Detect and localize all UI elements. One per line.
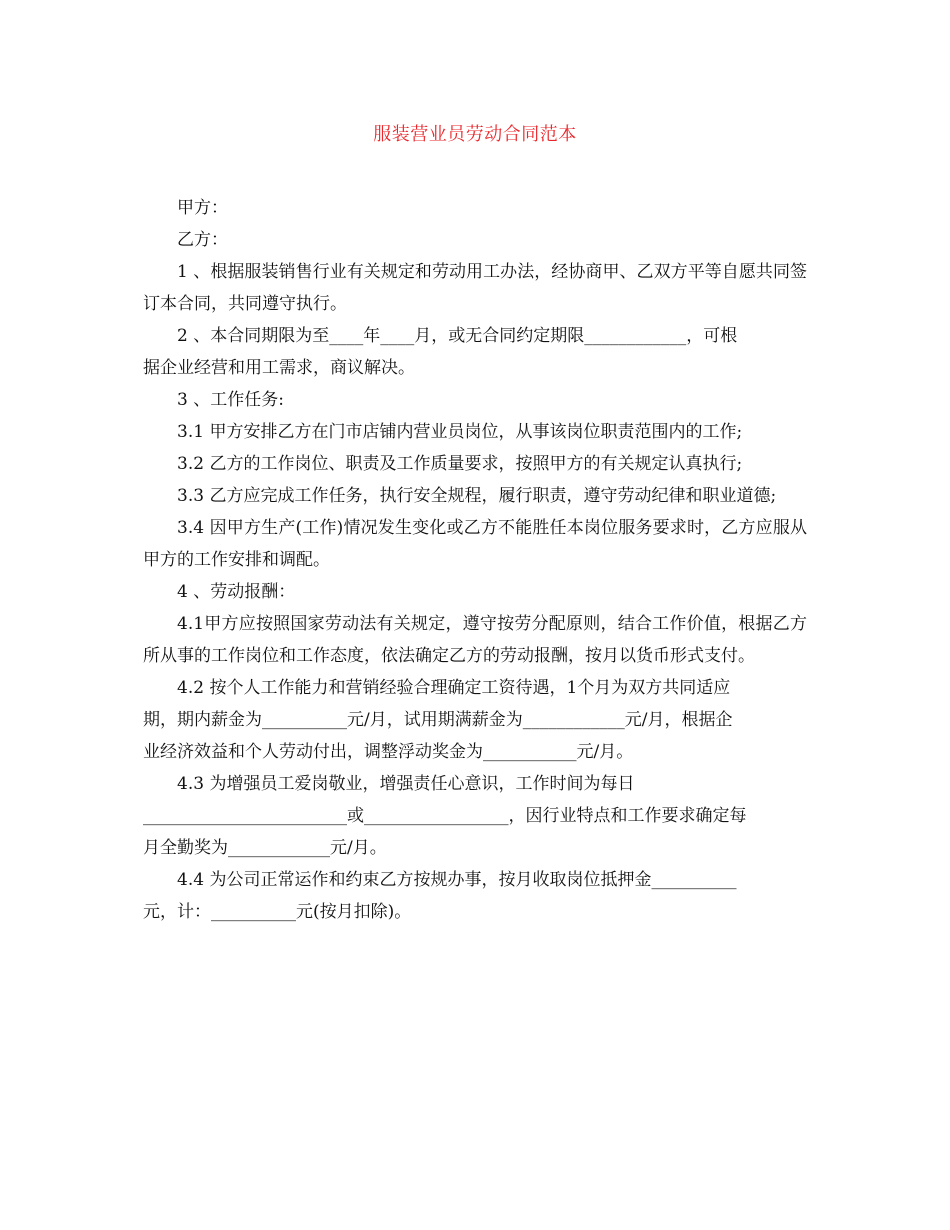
clause-4-4 (143, 864, 807, 928)
clause-4-4-line-1: 4.4 为公司正常运作和约束乙方按规办事，按月收取岗位抵押金__________ (177, 870, 737, 890)
clause-4-3-line-1: 4.3 为增强员工爱岗敬业，增强责任心意识，工作时间为每日 (177, 774, 635, 794)
clause-4-1: 4.1甲方应按照国家劳动法有关规定，遵守按劳分配原则，结合工作价值，根据乙方所从事的工作岗位和工作态度，依法确定乙方的劳动报酬，按月以货币形式支付。 (143, 614, 807, 666)
clause-2-line-2: 据企业经营和用工需求，商议解决。 (143, 358, 415, 378)
clause-4: 4 、劳动报酬： (177, 582, 296, 602)
clause-3-3: 3.3 乙方应完成工作任务，执行安全规程，履行职责，遵守劳动纪律和职业道德; (177, 486, 777, 506)
party-b-line: 乙方： (177, 230, 228, 250)
clause-4-3-line-3: 月全勤奖为____________元/月。 (143, 838, 387, 858)
clause-4-4-line-2: 元，计：__________元(按月扣除)。 (143, 902, 412, 922)
document-body (143, 192, 807, 928)
clause-2-line-1: 2 、本合同期限为至____年____月，或无合同约定期限____________，可根 (177, 326, 738, 346)
clause-3: 3 、工作任务: (177, 390, 284, 410)
clause-3-2: 3.2 乙方的工作岗位、职责及工作质量要求，按照甲方的有关规定认真执行; (177, 454, 743, 474)
clause-4-3 (143, 768, 807, 864)
clause-3-4: 3.4 因甲方生产(工作)情况发生变化或乙方不能胜任本岗位服务要求时，乙方应服从甲方的工作安排和调配。 (143, 518, 807, 570)
document-title: 服装营业员劳动合同范本 (373, 124, 577, 145)
clause-4-3-line-2: ________________________或_________________，因行业特点和工作要求确定每 (143, 806, 747, 826)
clause-4-2 (143, 672, 807, 768)
clause-4-2-line-1: 4.2 按个人工作能力和营销经验合理确定工资待遇，1个月为双方共同适应 (177, 678, 731, 698)
party-a-line: 甲方： (177, 198, 228, 218)
clause-2 (143, 320, 807, 384)
clause-4-2-line-3: 业经济效益和个人劳动付出，调整浮动奖金为___________元/月。 (143, 742, 634, 762)
clause-3-1: 3.1 甲方安排乙方在门市店铺内营业员岗位，从事该岗位职责范围内的工作; (177, 422, 743, 442)
clause-4-2-line-2: 期，期内薪金为__________元/月，试用期满薪金为____________元/月，根据企 (143, 710, 733, 730)
clause-1: 1 、根据服装销售行业有关规定和劳动用工办法，经协商甲、乙双方平等自愿共同签订本合同，共同遵守执行。 (143, 262, 807, 314)
